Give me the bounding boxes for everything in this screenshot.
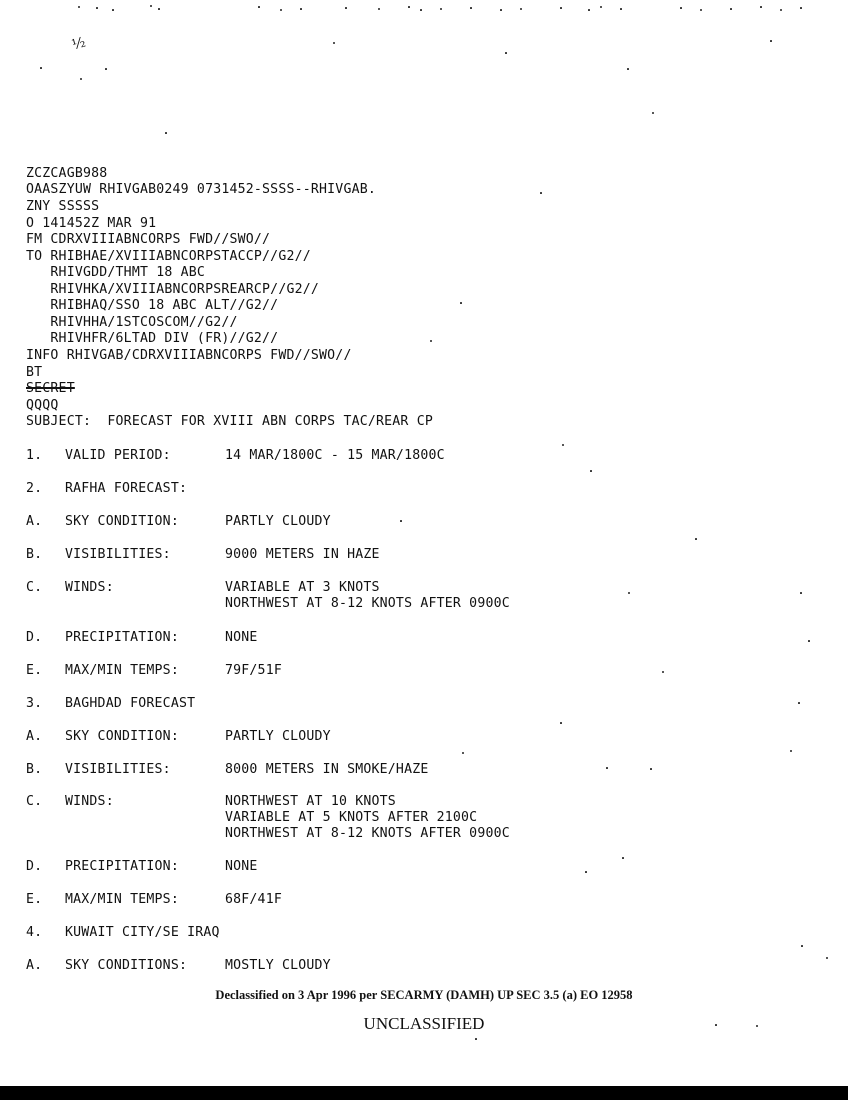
scan-speck [560, 722, 562, 724]
row-number: B. [26, 547, 43, 562]
header-line-3: ZNY SSSSS [26, 199, 100, 214]
header-line-9: RHIBHAQ/SSO 18 ABC ALT//G2// [26, 298, 279, 313]
row-value: VARIABLE AT 5 KNOTS AFTER 2100C [225, 810, 478, 825]
row-label: KUWAIT CITY/SE IRAQ [65, 925, 220, 940]
scan-speck [662, 671, 664, 673]
row-value: MOSTLY CLOUDY [225, 958, 331, 973]
scan-speck [800, 7, 802, 9]
row-number: 2. [26, 481, 43, 496]
row-value: 68F/41F [225, 892, 282, 907]
scan-speck [560, 7, 562, 9]
row-label: WINDS: [65, 580, 114, 595]
scan-speck [780, 9, 782, 11]
row-value: PARTLY CLOUDY [225, 514, 331, 529]
subject-line: SUBJECT: FORECAST FOR XVIII ABN CORPS TAC/REAR CP [26, 414, 433, 429]
row-number: A. [26, 514, 43, 529]
scan-speck [540, 192, 542, 194]
row-number: A. [26, 729, 43, 744]
scan-speck [606, 767, 608, 769]
row-value: NONE [225, 859, 258, 874]
scan-speck [622, 857, 624, 859]
row-label: SKY CONDITIONS: [65, 958, 188, 973]
row-number: 3. [26, 696, 43, 711]
scan-speck [585, 871, 587, 873]
scan-speck [760, 6, 762, 8]
scan-speck [440, 8, 442, 10]
classification-line: SECRET [26, 381, 75, 396]
scan-speck [620, 8, 622, 10]
row-number: B. [26, 762, 43, 777]
scan-speck [562, 444, 564, 446]
header-line-6: TO RHIBHAE/XVIIIABNCORPSTACCP//G2// [26, 249, 311, 264]
scan-speck [280, 9, 282, 11]
row-value: 79F/51F [225, 663, 282, 678]
row-label: VALID PERIOD: [65, 448, 171, 463]
row-number: 1. [26, 448, 43, 463]
scan-speck [400, 520, 402, 522]
row-number: C. [26, 794, 43, 809]
header-line-15: QQQQ [26, 398, 59, 413]
scan-speck [680, 7, 682, 9]
row-value: PARTLY CLOUDY [225, 729, 331, 744]
declassification-note: Declassified on 3 Apr 1996 per SECARMY (DAMH) UP SEC 3.5 (a) EO 12958 [215, 988, 633, 1002]
scan-speck [475, 1038, 477, 1040]
row-value: 14 MAR/1800C - 15 MAR/1800C [225, 448, 445, 463]
scan-speck [826, 957, 828, 959]
row-number: D. [26, 859, 43, 874]
row-value: NONE [225, 630, 258, 645]
scan-speck [695, 538, 697, 540]
scan-speck [600, 6, 602, 8]
scan-speck [520, 8, 522, 10]
scan-speck [627, 68, 629, 70]
header-line-12: INFO RHIVGAB/CDRXVIIIABNCORPS FWD//SWO// [26, 348, 352, 363]
row-number: A. [26, 958, 43, 973]
scan-speck [258, 6, 260, 8]
header-line-4: O 141452Z MAR 91 [26, 216, 157, 231]
row-label: VISIBILITIES: [65, 547, 171, 562]
scan-speck [808, 640, 810, 642]
scan-speck [790, 750, 792, 752]
scan-edge-bar [0, 1086, 848, 1100]
scan-speck [333, 42, 335, 44]
row-number: 4. [26, 925, 43, 940]
scan-speck [770, 40, 772, 42]
scan-speck [420, 9, 422, 11]
row-label: MAX/MIN TEMPS: [65, 663, 179, 678]
header-line-8: RHIVHKA/XVIIIABNCORPSREARCP//G2// [26, 282, 320, 297]
row-number: C. [26, 580, 43, 595]
classification-marking: UNCLASSIFIED [363, 1014, 485, 1033]
scan-speck [798, 702, 800, 704]
row-value: VARIABLE AT 3 KNOTS [225, 580, 380, 595]
row-label: BAGHDAD FORECAST [65, 696, 196, 711]
scan-speck [430, 340, 432, 342]
scan-speck [345, 7, 347, 9]
row-label: SKY CONDITION: [65, 729, 179, 744]
scan-speck [470, 7, 472, 9]
row-label: RAFHA FORECAST: [65, 481, 188, 496]
scan-speck [378, 8, 380, 10]
scan-speck [150, 5, 152, 7]
header-line-10: RHIVHHA/1STCOSCOM//G2// [26, 315, 238, 330]
scan-speck [462, 752, 464, 754]
scan-speck [112, 9, 114, 11]
row-label: PRECIPITATION: [65, 630, 179, 645]
scan-speck [96, 7, 98, 9]
scan-speck [165, 132, 167, 134]
header-line-7: RHIVGDD/THMT 18 ABC [26, 265, 206, 280]
scan-speck [800, 592, 802, 594]
row-value: NORTHWEST AT 8-12 KNOTS AFTER 0900C [225, 826, 510, 841]
row-label: VISIBILITIES: [65, 762, 171, 777]
scan-speck [78, 6, 80, 8]
row-value: 9000 METERS IN HAZE [225, 547, 380, 562]
scan-speck [730, 8, 732, 10]
scan-speck [505, 52, 507, 54]
scan-speck [105, 68, 107, 70]
header-line-11: RHIVHFR/6LTAD DIV (FR)//G2// [26, 331, 279, 346]
scan-speck [40, 67, 42, 69]
row-label: WINDS: [65, 794, 114, 809]
row-value: NORTHWEST AT 10 KNOTS [225, 794, 396, 809]
row-number: E. [26, 892, 43, 907]
row-value: 8000 METERS IN SMOKE/HAZE [225, 762, 429, 777]
row-number: D. [26, 630, 43, 645]
scan-speck [158, 8, 160, 10]
handwritten-mark: ½ [70, 34, 88, 54]
scan-speck [500, 9, 502, 11]
row-value: NORTHWEST AT 8-12 KNOTS AFTER 0900C [225, 596, 510, 611]
scan-speck [650, 768, 652, 770]
scan-speck [300, 8, 302, 10]
scan-speck [80, 78, 82, 80]
row-label: PRECIPITATION: [65, 859, 179, 874]
scan-speck [700, 9, 702, 11]
scan-speck [590, 470, 592, 472]
row-label: MAX/MIN TEMPS: [65, 892, 179, 907]
scan-speck [628, 592, 630, 594]
scan-speck [460, 302, 462, 304]
row-label: SKY CONDITION: [65, 514, 179, 529]
header-line-1: ZCZCAGB988 [26, 166, 108, 181]
row-number: E. [26, 663, 43, 678]
header-line-5: FM CDRXVIIIABNCORPS FWD//SWO// [26, 232, 271, 247]
header-line-2: OAASZYUW RHIVGAB0249 0731452-SSSS--RHIVGAB. [26, 182, 377, 197]
scan-speck [652, 112, 654, 114]
scan-speck [801, 945, 803, 947]
scan-speck [588, 9, 590, 11]
header-line-13: BT [26, 365, 43, 380]
scan-speck [408, 6, 410, 8]
